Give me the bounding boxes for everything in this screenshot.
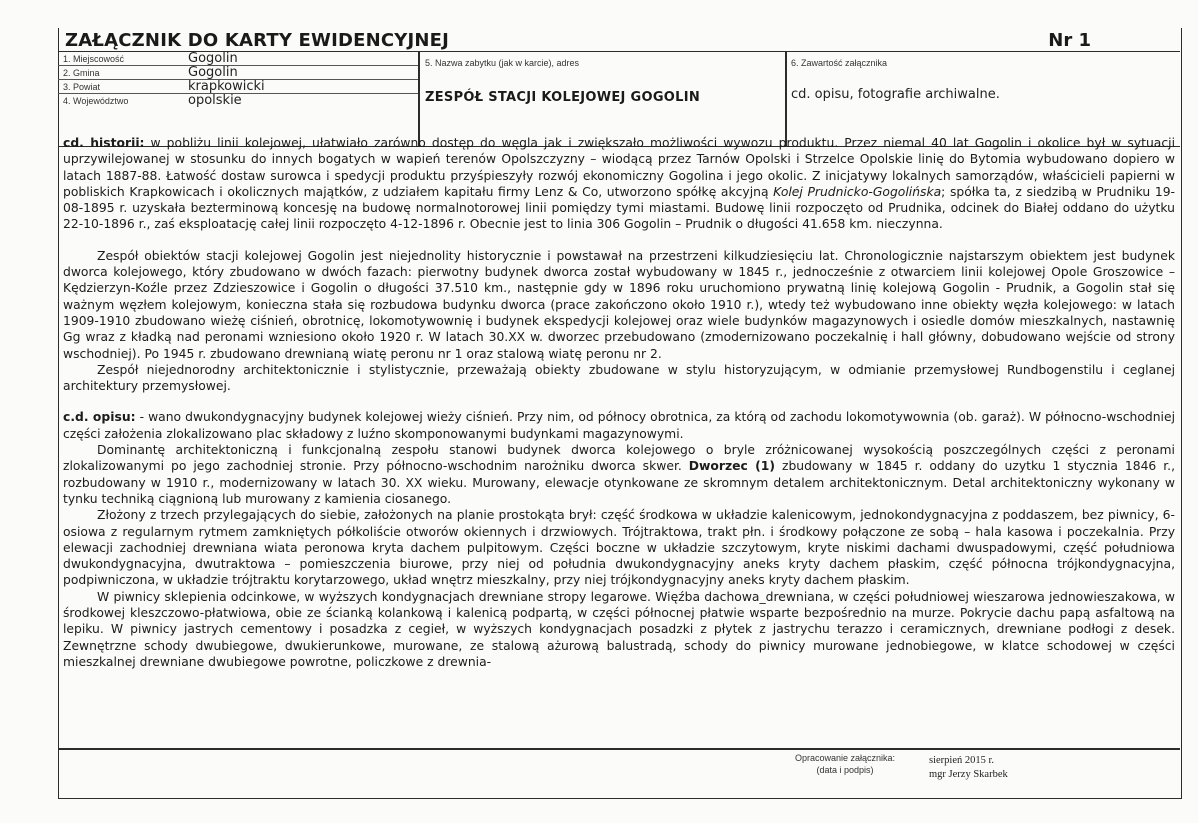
history-paragraph [63, 135, 1175, 233]
field-label: 3. Powiat [63, 82, 101, 92]
style-paragraph: Zespół niejednorodny architektonicznie i stylistycznie, przeważają obiekty zbudowane w stylu historyzującym, w odmianie przemysłowej Rundbogenstilu i ceglanej architektury przemysłowej. [63, 362, 1175, 394]
structure-paragraph: Złożony z trzech przylegających do siebie, założonych na planie prostokąta brył: część środkowa w układzie kalenicowym, jednokondygnacyjna z poddaszem, bez piwnicy, 6-osiowa z regularnym rytmem zamkniętych półkoliście otworów okiennych i drzwiowych. Trójtraktowa, trakt płn. i środkowy połączone ze sobą – hala kasowa i poczekalnia. Przy elewacji zachodniej drewniana wiata peronowa kryta dachem pulpitowym. Części boczne w układzie szczytowym, kryte niskimi dachami dwuspadowymi, część południowa dwukondygnacyjna, dwutraktowa – pomieszczenia biurowe, przy niej od południa dwukondygnacyjny aneks kryty dachem płaskim, część północna trójkondygnacyjna, podpiwniczona, w układzie trójtraktu korytarzowego, układ wnętrz mieszkalny, przy niej trójkondygnacyjny aneks kryty dachem płaskim. [63, 508, 1175, 588]
paragraph-text: Dominantę architektoniczną i funkcjonalną zespołu stanowi budynek dworca kolejowego o bryle zróżnicowanej wysokością poszczególnych części z peronami zlokalizowanymi po jego zachodniej stronie. Przy północno-wschodnim narożniku dworca skwer. [63, 443, 1175, 474]
field-value: opolskie [188, 93, 242, 108]
paragraph-text: ; spółka ta, z siedzibą w Prudniku 19-08-1895 r. uzyskała bezterminową koncesję na budowę normalnotorowej linii pomiędzy tymi miastami. Budowę linii rozpoczęto od Prudnika, odcinek do Białej oddano do użytku 22-10-1896 r., zaś eksploatację całej linii rozpoczęto 4-12-1896 r. Obecnie jest to linia 306 Gogolin – Prudnik o długości 41.658 km. nieczynna. [63, 184, 1175, 232]
prepared-by-label: Opracowanie załącznika: [794, 753, 896, 763]
monument-name-label: 5. Nazwa zabytku (jak w karcie), adres [425, 58, 580, 68]
title-row [65, 30, 1175, 52]
dominant-paragraph [63, 442, 1175, 507]
date-signature-label: (data i podpis) [816, 765, 874, 775]
paragraph-text: - wano dwukondygnacyjny budynek kolejowej wieży ciśnień. Przy nim, od północy obrotnica, za którą od zachodu lokomotywownia (ob. garaż). W północno-wschodniej części założenia zlokalizowano plac składowy z luźno skomponowanymi budynkami magazynowymi. [63, 410, 1175, 441]
footer-label [765, 752, 925, 776]
field-voivodeship [58, 94, 418, 107]
body-text [63, 135, 1175, 670]
field-value: Gogolin [188, 51, 238, 66]
interior-paragraph: W piwnicy sklepienia odcinkowe, w wyższych kondygnacjach drewniane stropy legarowe. Więźba dachowa_drewniana, w części południowej wieszarowa jednowieszakowa, w środkowej kleszczowo-płatwiowa, obie ze ścianką kolankową i kalenicą podpartą, w części północnej płatwie wsparte bezpośrednio na murze. Pokrycie dachu papą asfaltową na lepiku. W piwnicy jastrych cementowy i posadzka z cegieł, w wyższych kondygnacjach posadzki z płytek z jastrychu terazzo i ceramicznych, drewniane podłogi z desek. Zewnętrzne schody dwubiegowe, dwukierunkowe, murowane, ze stalową ażurową balustradą, schody do piwnicy murowane jednobiegowe, w klatce schodowej w części mieszkalnej drewniane dwubiegowe powrotne, policzkowe z drewnia- [63, 589, 1175, 669]
document-number: Nr 1 [1048, 30, 1091, 51]
field-commune [58, 66, 418, 80]
description-paragraph [63, 409, 1175, 442]
complex-history-paragraph: Zespół obiektów stacji kolejowej Gogolin jest niejednolity historycznie i powstawał na przestrzeni kilkudziesięciu lat. Chronologicznie najstarszym obiektem jest budynek dworca kolejowego, który zbudowano w dwóch fazach: pierwotny budynek dworca został wybudowany w 1845 r., jednocześnie z otwarciem linii kolejowej Opole Groszowice – Kędzierzyn-Koźle przez Zdzieszowice i Gogolin o długości 37.510 km., następnie gdy w 1896 roku uruchomiono prywatną linię kolejową Gogolin - Prudnik, a Gogolin stał się ważnym węzłem kolejowym, konieczna stała się rozbudowa budynku dworca (prace zakończono około 1910 r.), wtedy też wybudowano inne obiekty węzła kolejowego: w latach 1909-1910 zbudowano wieżę ciśnień, obrotnicę, lokomotywownię i budynek ekspedycji kolejowej oraz wiele budynków magazynowych i osiedle domów mieszkalnych, nastawnię Gg wraz z kładką nad peronami wzniesiono około 1920 r. W latach 30.XX w. dworzec przebudowano (zmodernizowano poczekalnię i hall główny, dobudowano wejście od strony wschodniej). Po 1945 r. zbudowano drewnianą wiatę peronu nr 1 oraz stalową wiatę peronu nr 2. [63, 248, 1175, 361]
station-heading: Dworzec (1) [688, 459, 776, 474]
header-table [58, 51, 1180, 147]
description-lead: c.d. opisu: [63, 410, 136, 425]
attachment-content-value: cd. opisu, fotografie archiwalne. [791, 87, 1000, 102]
document-title: ZAŁĄCZNIK DO KARTY EWIDENCYJNEJ [65, 30, 450, 51]
footer-divider [58, 748, 1180, 750]
field-label: 2. Gmina [63, 68, 100, 78]
paragraph-text: w pobliżu linii kolejowej, ułatwiało zarówno dostęp do węgla jak i zwiększało możliwości wywozu produktu. Przez niemal 40 lat Gogolin i okolice był w sytuacji uprzywilejowanej w stosunku do innych bogatych w wapień terenów Opolszczyzny – wiodącą przez Tarnów Opolski i Strzelce Opolskie linię do Bytomia wybudowano dopiero w latach 1887-88. Łatwość dostaw surowca i spedycji produktu przyśpieszyły rozwój ekonomiczny Gogolina i jego okolic. Z inicjatywy lokalnych samorządów, właścicieli papierni w pobliskich Krapkowicach i okolicznych majątków, z udziałem kapitału firmy Lenz & Co, utworzono spółkę akcyjną [63, 136, 1176, 199]
history-lead: cd. historii: [63, 136, 145, 150]
field-value: krapkowicki [188, 79, 265, 94]
footer-author: mgr Jerzy Skarbek [929, 769, 1008, 780]
attachment-sheet [58, 28, 1182, 799]
field-locality [58, 52, 418, 66]
column-divider [418, 52, 420, 146]
field-value: Gogolin [188, 65, 238, 80]
monument-name: ZESPÓŁ STACJI KOLEJOWEJ GOGOLIN [425, 90, 701, 105]
column-divider [785, 52, 787, 146]
field-county [58, 80, 418, 94]
field-label: 4. Województwo [63, 96, 129, 106]
attachment-content-label: 6. Zawartość załącznika [791, 58, 888, 68]
field-label: 1. Miejscowość [63, 54, 125, 64]
company-name: Kolej Prudnicko-Gogolińska [773, 184, 942, 199]
paragraph-text: zbudowany w 1845 r. oddany do uzytku 1 stycznia 1846 r., rozbudowany w 1910 r., modernizowany w latach 30. XX wieku. Murowany, elewacje otynkowane ze skromnym detalem architektonicznym. Detal architektoniczny wykonany w tynku techniką ciągnioną lub murowany z kamienia ciosanego. [63, 459, 1176, 506]
footer-date: sierpień 2015 r. [929, 755, 995, 766]
